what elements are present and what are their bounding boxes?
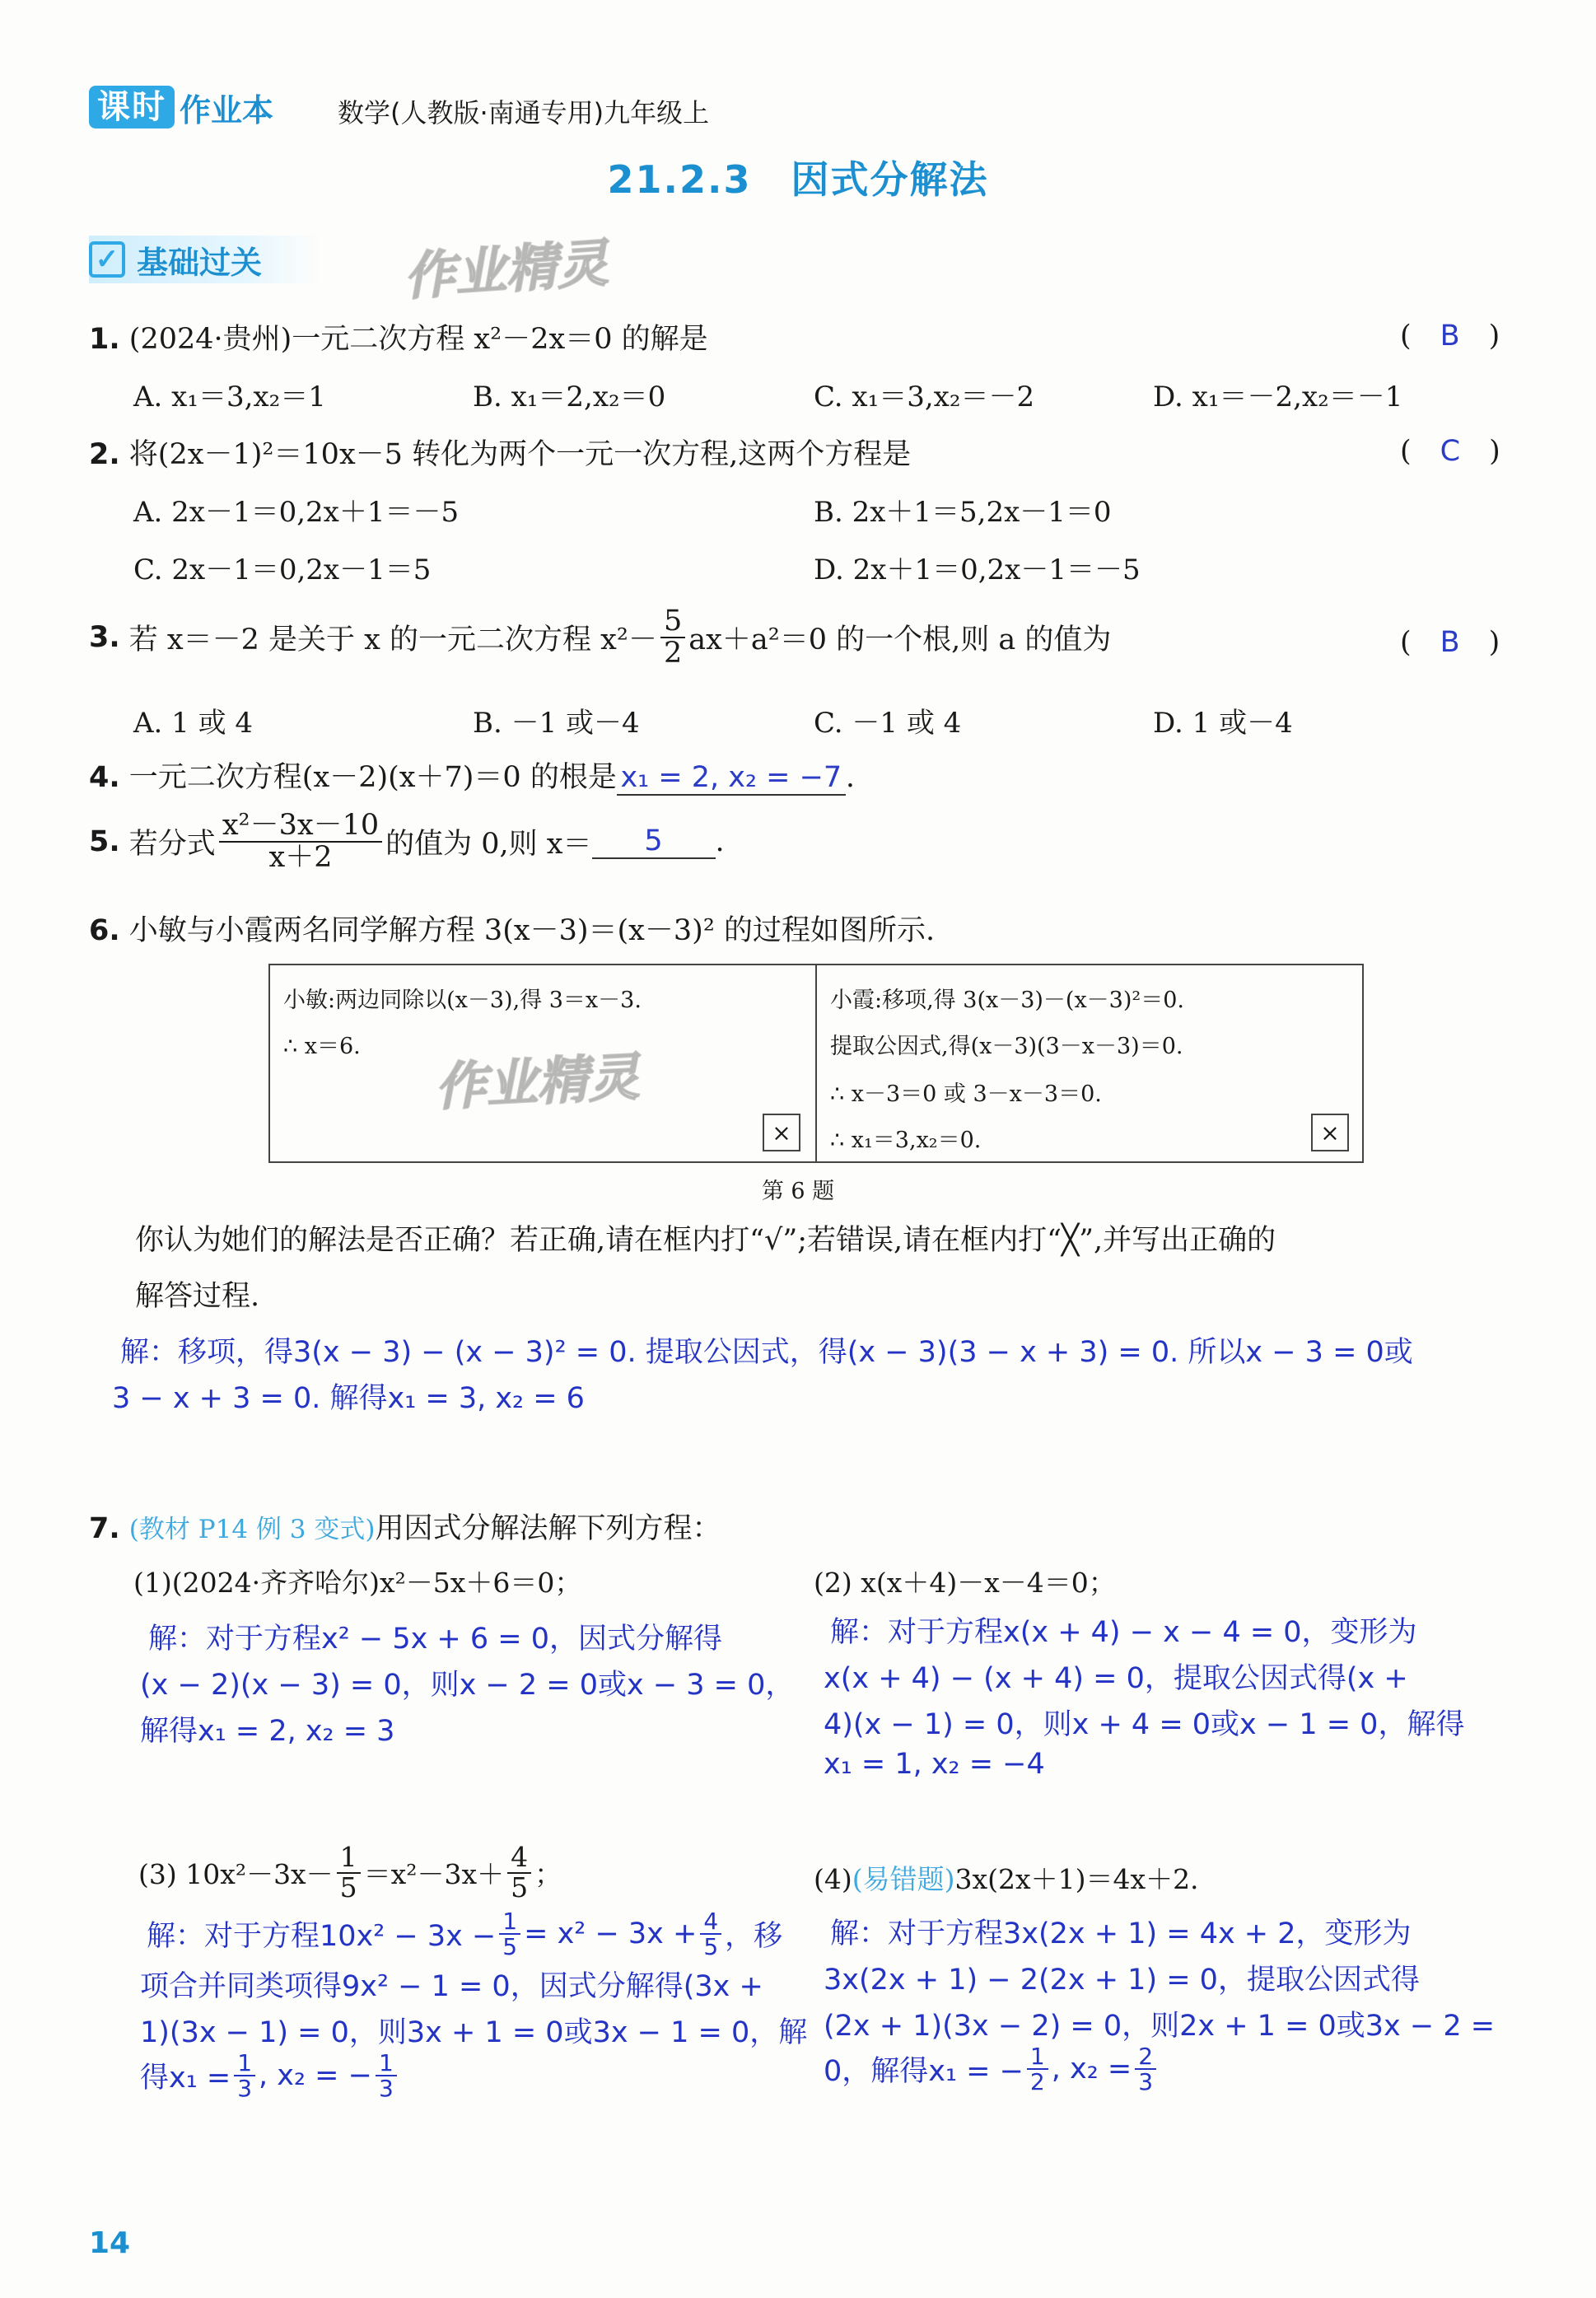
question-number: 7. xyxy=(89,1512,120,1545)
question-4 xyxy=(89,754,855,796)
question-number: 3. xyxy=(89,620,120,654)
numerator: 1 xyxy=(376,2051,397,2076)
denominator: 3 xyxy=(237,2075,253,2103)
right-mark-box[interactable]: × xyxy=(1311,1114,1349,1151)
period: . xyxy=(845,761,855,794)
solution-text: 得x₁ = xyxy=(140,2062,231,2095)
option: B. －1 或－4 xyxy=(473,707,640,740)
numerator: 4 xyxy=(507,1843,531,1874)
question-number: 4. xyxy=(89,761,120,794)
numerator: 4 xyxy=(700,1909,721,1935)
question-7 xyxy=(89,1506,721,1547)
question-2 xyxy=(89,432,911,473)
watermark: 作业精灵 xyxy=(402,232,610,307)
xiaoxia-line: 提取公因式,得(x－3)(3－x－3)＝0. xyxy=(830,1034,1183,1059)
solution-text: , x₂ = xyxy=(1051,2053,1132,2086)
numerator: 1 xyxy=(234,2051,255,2076)
solution-line: x₁ = 1, x₂ = −4 xyxy=(824,1748,1045,1781)
solution-text: ，移 xyxy=(725,1920,783,1954)
fraction xyxy=(1135,2044,1156,2095)
question-text: 的值为 0,则 x＝ xyxy=(385,827,592,861)
numerator: 2 xyxy=(1135,2044,1156,2070)
solution-line: 解：对于方程x² − 5x + 6 = 0，因式分解得 xyxy=(148,1623,722,1656)
denominator: 5 xyxy=(511,1871,529,1903)
denominator: x＋2 xyxy=(268,840,333,874)
question-text: 若分式 xyxy=(128,827,216,861)
label-text: 3x(2x＋1)＝4x＋2. xyxy=(954,1863,1199,1895)
solution-line xyxy=(147,1909,782,1959)
solution-text: , x₂ = − xyxy=(259,2059,372,2093)
xiaoxia-line: ∴ x－3＝0 或 3－x－3＝0. xyxy=(830,1081,1102,1107)
fraction xyxy=(660,606,685,669)
question-1 xyxy=(89,316,708,357)
label-text: ＝x²－3x＋ xyxy=(363,1858,505,1891)
fraction xyxy=(219,810,382,873)
question-number: 1. xyxy=(89,323,120,356)
part-3-label xyxy=(138,1843,562,1902)
answer-choice: B xyxy=(1440,626,1460,659)
question-text: 小敏与小霞两名同学解方程 3(x－3)＝(x－3)² 的过程如图所示. xyxy=(128,914,936,947)
xiaomin-line: ∴ x＝6. xyxy=(283,1034,361,1059)
denominator: 5 xyxy=(703,1933,719,1961)
solution-text: 0，解得x₁ = − xyxy=(824,2055,1024,2089)
numerator: x²－3x－10 xyxy=(219,810,382,843)
solution-line: 解得x₁ = 2, x₂ = 3 xyxy=(140,1715,395,1748)
question-6-prompt: 你认为她们的解法是否正确？若正确,请在框内打“√”;若错误,请在框内打“╳”,并写出正确的 xyxy=(135,1224,1276,1257)
part-4-label xyxy=(814,1858,1199,1897)
solution-line: 3 − x + 3 = 0. 解得x₁ = 3, x₂ = 6 xyxy=(112,1382,585,1415)
fraction xyxy=(1027,2044,1048,2095)
denominator: 2 xyxy=(663,636,683,670)
denominator: 3 xyxy=(378,2075,394,2103)
question-5 xyxy=(89,810,725,873)
question-text: 将(2x－1)²＝10x－5 转化为两个一元一次方程,这两个方程是 xyxy=(128,438,912,471)
option: B. x₁＝2,x₂＝0 xyxy=(473,381,666,413)
solution-line: 项合并同类项得9x² − 1 = 0，因式分解得(3x + xyxy=(140,1970,763,2003)
denominator: 5 xyxy=(502,1933,518,1961)
solution-line: 1)(3x − 1) = 0，则3x + 1 = 0或3x − 1 = 0，解 xyxy=(140,2016,808,2049)
solution-line: x(x + 4) − (x + 4) = 0，提取公因式得(x + xyxy=(824,1662,1408,1695)
option: A. 2x－1＝0,2x＋1＝－5 xyxy=(133,496,460,529)
page-number: 14 xyxy=(89,2226,131,2260)
solution-line: 解：对于方程x(x + 4) − x − 4 = 0，变形为 xyxy=(830,1616,1417,1649)
question-text: 用因式分解法解下列方程： xyxy=(375,1512,721,1545)
question-text: 若 x＝－2 是关于 x 的一元二次方程 x²－ xyxy=(128,623,657,656)
fraction xyxy=(507,1843,531,1902)
answer-bracket: ( B ) xyxy=(1400,626,1500,659)
option: D. x₁＝－2,x₂＝－1 xyxy=(1153,381,1403,413)
option: C. －1 或 4 xyxy=(814,707,962,740)
fraction xyxy=(700,1909,721,1959)
question-6-prompt: 解答过程. xyxy=(135,1280,260,1313)
question-number: 2. xyxy=(89,438,120,471)
label-text: (3) 10x²－3x－ xyxy=(138,1858,334,1891)
answer-choice: C xyxy=(1440,435,1461,468)
option: C. 2x－1＝0,2x－1＝5 xyxy=(133,553,432,586)
period: . xyxy=(715,824,725,858)
left-mark-box[interactable]: × xyxy=(763,1114,800,1151)
badge-label: 基础过关 xyxy=(137,244,263,281)
numerator: 1 xyxy=(337,1843,361,1874)
xiaomin-line: 小敏:两边同除以(x－3),得 3＝x－3. xyxy=(283,988,642,1013)
figure-caption: 第 6 题 xyxy=(761,1179,835,1204)
question-text: ax＋a²＝0 的一个根,则 a 的值为 xyxy=(688,623,1112,656)
xiaoxia-line: ∴ x₁＝3,x₂＝0. xyxy=(830,1128,982,1153)
part-1-label: (1)(2024·齐齐哈尔)x²－5x＋6＝0； xyxy=(133,1567,582,1599)
textbook-tag: (教材 P14 例 3 变式) xyxy=(128,1515,376,1544)
solution-text: = x² − 3x + xyxy=(524,1917,698,1951)
check-icon: ✓ xyxy=(89,241,125,278)
fraction xyxy=(499,1909,520,1959)
section-badge xyxy=(89,236,320,283)
option: A. 1 或 4 xyxy=(133,707,254,740)
option: D. 1 或－4 xyxy=(1153,707,1293,740)
question-number: 5. xyxy=(89,824,120,858)
book-subtitle: 数学(人教版·南通专用)九年级上 xyxy=(338,97,710,128)
answer-bracket: ( B ) xyxy=(1400,320,1500,353)
option: D. 2x＋1＝0,2x－1＝－5 xyxy=(814,553,1141,586)
logo-box: 课时 xyxy=(89,86,175,128)
label-text: (4) xyxy=(814,1863,852,1895)
solution-line xyxy=(140,2051,400,2101)
option: B. 2x＋1＝5,2x－1＝0 xyxy=(814,496,1112,529)
numerator: 5 xyxy=(660,606,685,638)
solution-line: (x − 2)(x − 3) = 0，则x − 2 = 0或x − 3 = 0， xyxy=(140,1669,795,1702)
denominator: 5 xyxy=(339,1871,357,1903)
fraction xyxy=(337,1843,361,1902)
xiaoxia-line: 小霞:移项,得 3(x－3)－(x－3)²＝0. xyxy=(830,988,1184,1013)
solution-line: 解：对于方程3x(2x + 1) = 4x + 2，变形为 xyxy=(830,1917,1412,1950)
section-title: 21.2.3 因式分解法 xyxy=(607,157,989,202)
part-2-label: (2) x(x＋4)－x－4＝0； xyxy=(814,1567,1116,1599)
fraction xyxy=(376,2051,397,2101)
error-prone-tag: (易错题) xyxy=(852,1863,955,1895)
solution-line: 解：移项，得3(x − 3) − (x − 3)² = 0. 提取公因式，得(x − 3)(3 − x + 3) = 0. 所以x − 3 = 0或 xyxy=(120,1336,1413,1369)
divider xyxy=(815,965,817,1161)
answer-choice: B xyxy=(1440,320,1460,353)
answer-blank: x₁ = 2, x₂ = −7 xyxy=(617,761,846,796)
numerator: 1 xyxy=(1027,2044,1048,2070)
solution-line: 4)(x − 1) = 0，则x + 4 = 0或x − 1 = 0，解得 xyxy=(824,1708,1465,1741)
logo-text: 作业本 xyxy=(180,91,274,128)
solution-line xyxy=(824,2044,1160,2095)
answer-blank: 5 xyxy=(592,824,716,859)
denominator: 3 xyxy=(1138,2068,1154,2096)
option: C. x₁＝3,x₂＝－2 xyxy=(814,381,1035,413)
answer-bracket: ( C ) xyxy=(1400,435,1500,468)
solution-comparison-box xyxy=(268,964,1364,1163)
question-text: 一元二次方程(x－2)(x＋7)＝0 的根是 xyxy=(128,761,617,794)
denominator: 2 xyxy=(1029,2068,1045,2096)
fraction xyxy=(234,2051,255,2101)
solution-text: 解：对于方程10x² − 3x − xyxy=(147,1920,497,1954)
label-text: ； xyxy=(534,1858,562,1891)
header-logo xyxy=(89,86,273,128)
question-text: (2024·贵州)一元二次方程 x²－2x＝0 的解是 xyxy=(128,323,708,356)
numerator: 1 xyxy=(499,1909,520,1935)
solution-line: 3x(2x + 1) − 2(2x + 1) = 0，提取公因式得 xyxy=(824,1964,1420,1997)
question-6 xyxy=(89,908,935,949)
question-number: 6. xyxy=(89,914,120,947)
watermark: 作业精灵 xyxy=(433,1046,642,1118)
solution-line: (2x + 1)(3x − 2) = 0，则2x + 1 = 0或3x − 2 = xyxy=(824,2010,1496,2043)
question-3 xyxy=(89,606,1111,669)
option: A. x₁＝3,x₂＝1 xyxy=(133,381,326,413)
